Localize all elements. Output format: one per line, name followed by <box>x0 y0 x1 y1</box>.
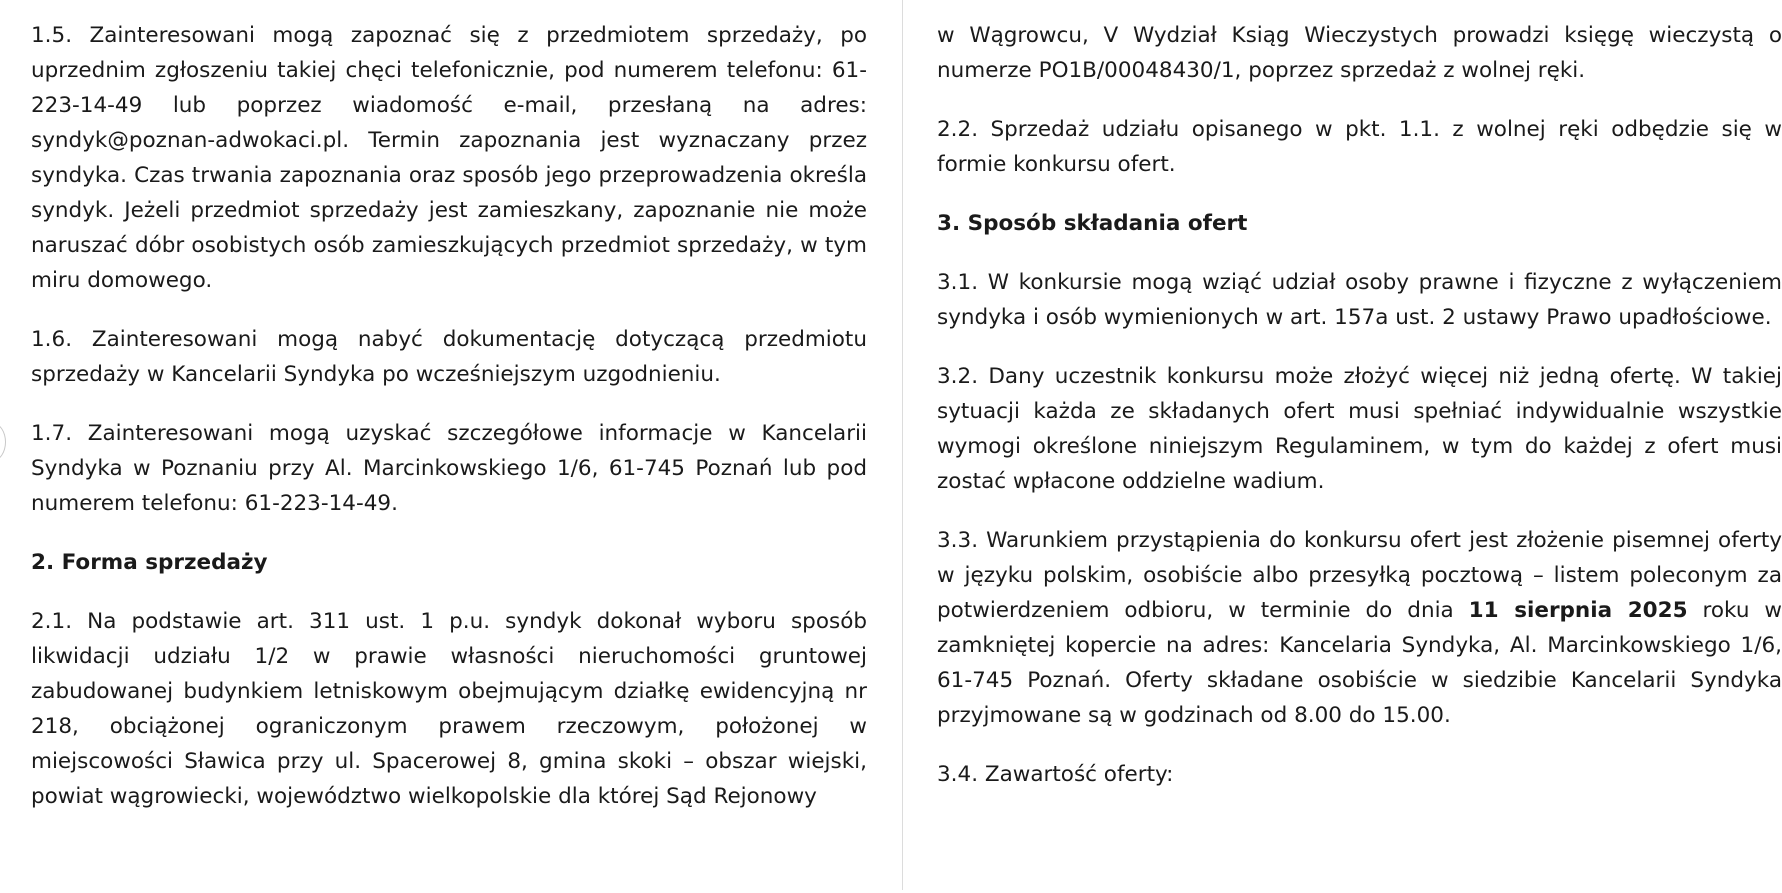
paragraph-1-5: 1.5. Zainteresowani mogą zapoznać się z przedmiotem sprzedaży, po uprzednim zgłoszeniu takiej chęci telefonicznie, pod numerem telefonu: 61-223-14-49 lub poprzez wiadomość e-mail, przesłaną na adres: syndyk@poznan-adwokaci.pl. Termin zapoznania jest wyznaczany przez syndyka. Czas trwania zapoznania oraz sposób jego przeprowadzenia określa syndyk. Jeżeli przedmiot sprzedaży jest zamieszkany, zapoznanie nie może naruszać dóbr osobistych osób zamieszkujących przedmiot sprzedaży, w tym miru domowego. <box>31 23 867 293</box>
left-column <box>31 18 867 838</box>
paragraph-2-2: 2.2. Sprzedaż udziału opisanego w pkt. 1.1. z wolnej ręki odbędzie się w formie konkursu ofert. <box>937 117 1782 177</box>
paragraph-3-1: 3.1. W konkursie mogą wziąć udział osoby prawne i fizyczne z wyłączeniem syndyka i osób wymienionych w art. 157a ust. 2 ustawy Prawo upadłościowe. <box>937 270 1782 330</box>
paragraph-3-2: 3.2. Dany uczestnik konkursu może złożyć więcej niż jedną ofertę. W takiej sytuacji każda ze składanych ofert musi spełniać indywidualnie wszystkie wymogi określone niniejszym Regulaminem, w tym do każdej z ofert musi zostać wpłacone oddzielne wadium. <box>937 364 1782 494</box>
paragraph-1-6: 1.6. Zainteresowani mogą nabyć dokumentację dotyczącą przedmiotu sprzedaży w Kancelarii Syndyka po wcześniejszym uzgodnieniu. <box>31 327 867 387</box>
column-divider <box>902 0 903 890</box>
paragraph-3-3 <box>937 523 1782 733</box>
scroll-handle[interactable] <box>0 423 6 461</box>
right-column <box>937 18 1782 816</box>
paragraph-2-1: 2.1. Na podstawie art. 311 ust. 1 p.u. syndyk dokonał wyboru sposób likwidacji udziału 1/2 w prawie własności nieruchomości gruntowej zabudowanej budynkiem letniskowym obejmującym działkę ewidencyjną nr 218, obciążonej ograniczonym prawem rzeczowym, położonej w miejscowości Sławica przy ul. Spacerowej 8, gmina skoki – obszar wiejski, powiat wągrowiecki, województwo wielkopolskie dla której Sąd Rejonowy <box>31 609 867 809</box>
paragraph-2-1-continued: w Wągrowcu, V Wydział Ksiąg Wieczystych prowadzi księgę wieczystą o numerze PO1B/00048430/1, poprzez sprzedaż z wolnej ręki. <box>937 23 1782 83</box>
deadline-date: 11 sierpnia 2025 <box>1468 598 1688 623</box>
heading-section-2: 2. Forma sprzedaży <box>31 550 268 575</box>
paragraph-3-3-part-a: 3.3. Warunkiem przystąpienia do konkursu ofert jest złożenie pisemnej oferty w języku polskim, osobiście albo przesyłką pocztową – listem poleconym za potwierdzeniem odbioru, w terminie do dnia <box>937 528 1782 623</box>
paragraph-1-7: 1.7. Zainteresowani mogą uzyskać szczegółowe informacje w Kancelarii Syndyka w Poznaniu przy Al. Marcinkowskiego 1/6, 61-745 Poznań lub pod numerem telefonu: 61-223-14-49. <box>31 421 867 516</box>
paragraph-3-4: 3.4. Zawartość oferty: <box>937 762 1174 787</box>
heading-section-3: 3. Sposób składania ofert <box>937 211 1248 236</box>
paragraph-3-3-part-b: roku w zamkniętej kopercie na adres: Kancelaria Syndyka, Al. Marcinkowskiego 1/6, 61-745 Poznań. Oferty składane osobiście w siedzibie Kancelarii Syndyka przyjmowane są w godzinach od 8.00 do 15.00. <box>937 598 1782 728</box>
